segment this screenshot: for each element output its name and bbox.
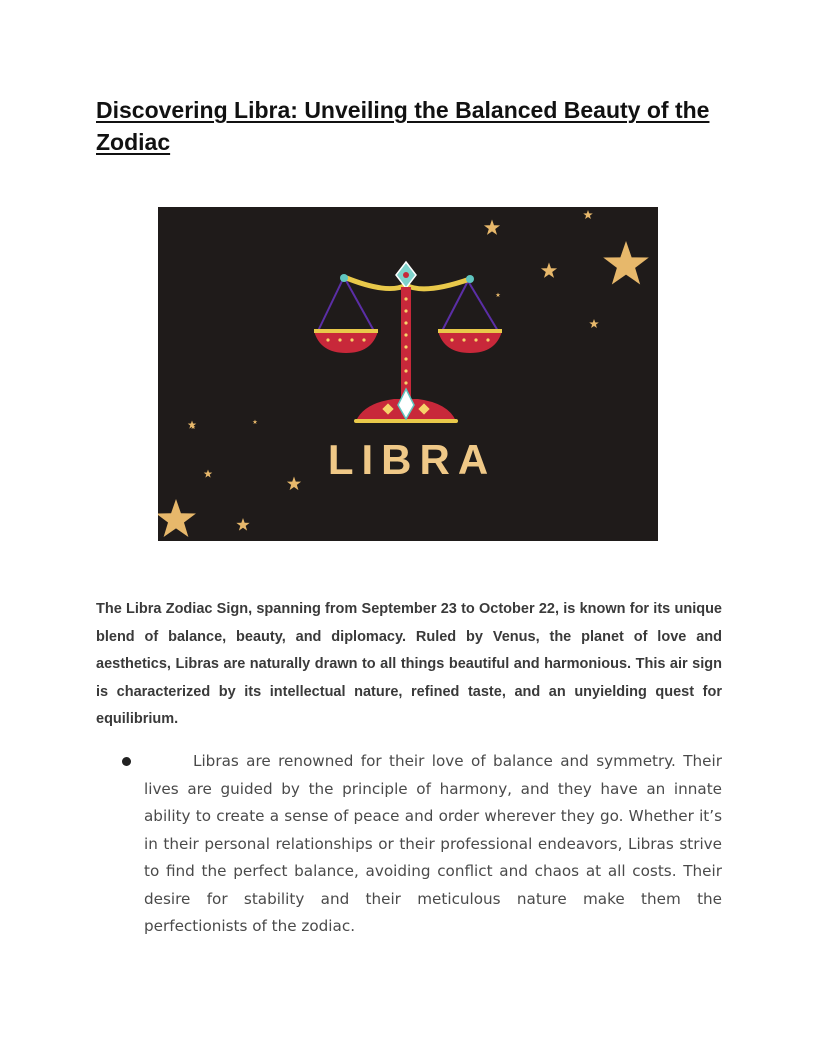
star-icon [541,263,557,278]
star-icon [158,499,196,537]
bullet-list [96,748,722,941]
star-icon [496,293,501,298]
star-icon [253,420,258,425]
star-icon [589,319,599,328]
page-title: Discovering Libra: Unveiling the Balanced Beauty of the Zodiac [96,97,710,155]
star-icon [583,210,593,219]
libra-illustration [158,207,658,541]
bullet-icon [122,757,131,766]
scale-icon [314,262,502,423]
list-item-text: Libras are renowned for their love of balance and symmetry. Their lives are guided by the principle of harmony, and they have an innate ability to create a sense of peace and order wherever they go. Whether it’s in their personal relationships or their professional endeavors, Libras strive to find the perfect balance, avoiding conflict and chaos at all costs. Their desire for stability and their meticulous nature make them the perfectionists of the zodiac. [144,752,722,935]
star-icon [204,470,213,478]
list-item [96,748,722,941]
intro-paragraph: The Libra Zodiac Sign, spanning from September 23 to October 22, is known for its unique blend of balance, beauty, and diplomacy. Ruled by Venus, the planet of love and aesthetics, Libras are naturally drawn to all things beautiful and harmonious. This air sign is characterized by its intellectual nature, refined taste, and an unyielding quest for equilibrium. [96,601,722,727]
star-icon [287,477,301,491]
star-icon [484,220,500,235]
libra-hero-image [158,207,658,541]
star-icon [603,241,649,284]
libra-wordmark: LIBRA [327,436,497,483]
star-icon [236,518,249,531]
star-icon [188,421,197,429]
